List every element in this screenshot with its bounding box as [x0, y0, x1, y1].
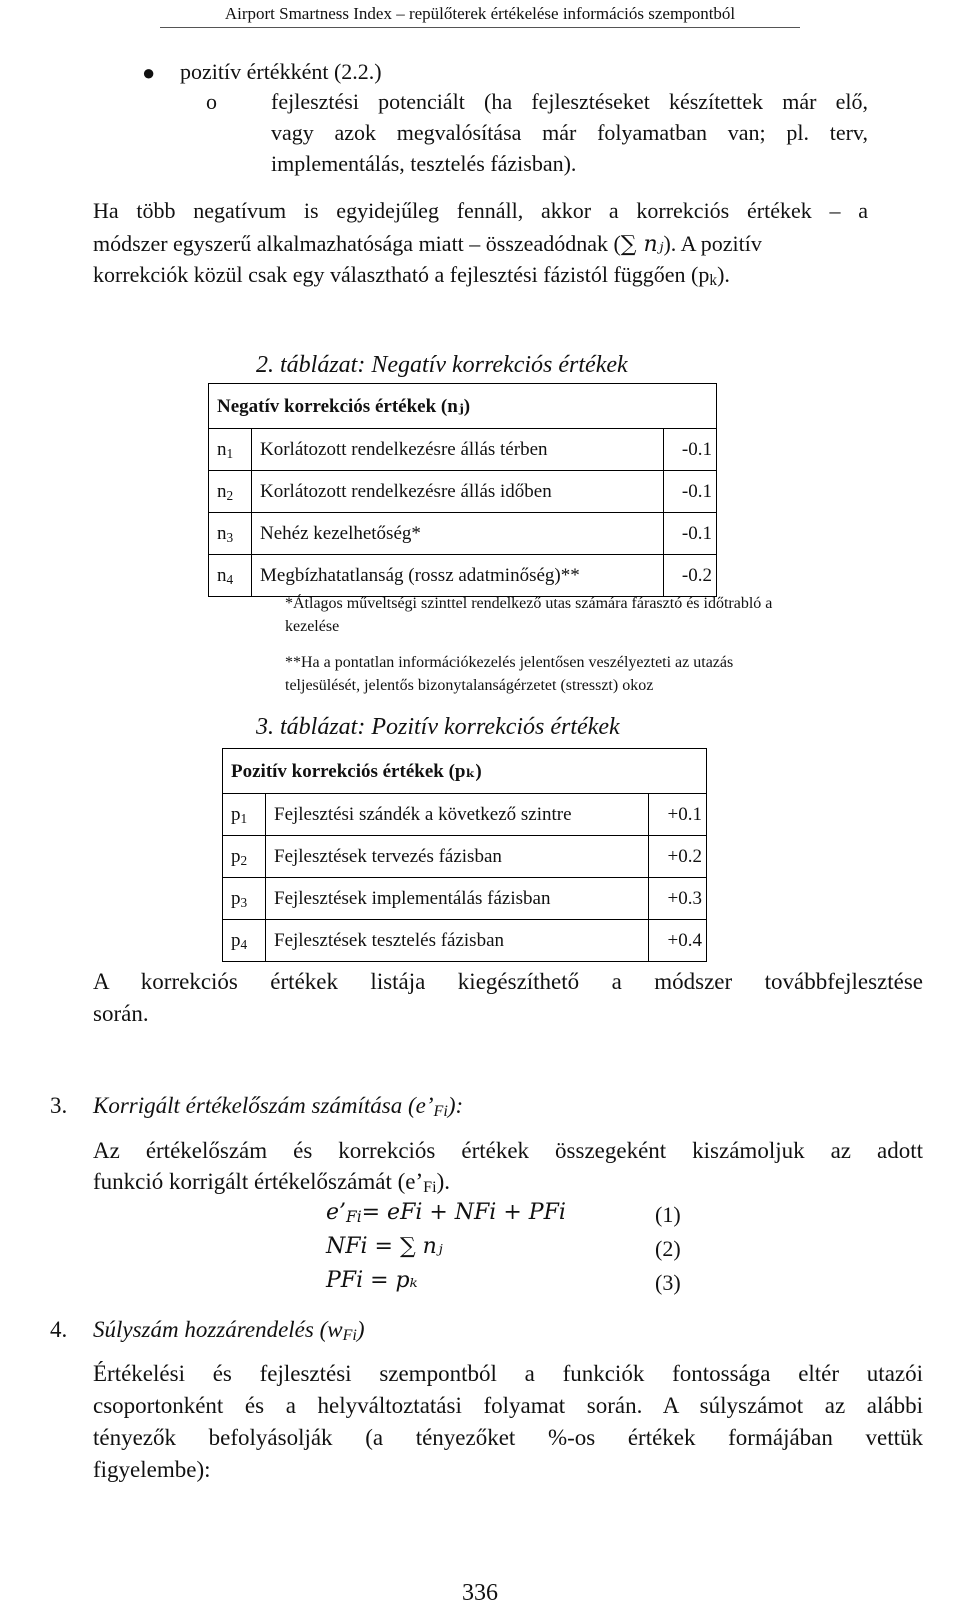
table-header: Negatív korrekciós értékek (nⱼ) [209, 384, 717, 429]
bullet-icon: ● [142, 60, 156, 85]
section-4-number: 4. [50, 1317, 68, 1342]
section-3-paragraph-line-2: funkció korrigált értékelőszámát (e’Fi). [93, 1169, 451, 1196]
section-4-line-4: figyelembe): [93, 1457, 211, 1482]
equation-1: e’Fi= e𝐹𝑖 + N𝐹𝑖 + P𝐹𝑖 [326, 1200, 566, 1226]
table-3-caption: 3. táblázat: Pozitív korrekciós értékek [256, 714, 620, 740]
table-row: n2 Korlátozott rendelkezésre állás időben -0.1 [209, 471, 717, 513]
section-3-paragraph-line-1: Az értékelőszám és korrekciós értékek összegeként kiszámoljuk az adott [93, 1138, 923, 1163]
equation-1-number: (1) [655, 1202, 681, 1227]
intro-paragraph-line-3: korrekciók közül csak egy választható a fejlesztési fázistól függően (pk). [93, 262, 730, 289]
table-row: p4 Fejlesztések tesztelés fázisban +0.4 [223, 920, 707, 962]
page-number: 336 [462, 1580, 498, 1606]
sub-bullet-line-3: implementálás, tesztelés fázisban). [271, 151, 577, 176]
table-note-2: **Ha a pontatlan információkezelés jelentősen veszélyezteti az utazás teljesülését, jelentős bizonytalanságérzetet (stresszt) okoz [285, 654, 734, 694]
section-4-title: Súlyszám hozzárendelés (wFi) [93, 1317, 365, 1344]
table-row: p3 Fejlesztések implementálás fázisban +0.3 [223, 878, 707, 920]
after-tables-line-2: során. [93, 1001, 149, 1026]
sub-bullet-line-2: vagy azok megvalósítása már folyamatban van; pl. terv, [271, 120, 868, 145]
sum-nj-formula: ∑ nⱼ [620, 232, 664, 257]
negative-corrections-table [208, 383, 717, 597]
positive-corrections-table [222, 748, 707, 962]
intro-paragraph-line-2: módszer egyszerű alkalmazhatósága miatt – összeadódnak (∑ nⱼ). A pozitív [93, 231, 762, 257]
equation-2-number: (2) [655, 1236, 681, 1261]
table-row: p1 Fejlesztési szándék a következő szintre +0.1 [223, 794, 707, 836]
table-row: n4 Megbízhatatlanság (rossz adatminőség)** -0.2 [209, 555, 717, 597]
table-row: p2 Fejlesztések tervezés fázisban +0.2 [223, 836, 707, 878]
running-header: Airport Smartness Index – repülőterek értékelése információs szempontból [224, 4, 736, 23]
table-row: n1 Korlátozott rendelkezésre állás térben -0.1 [209, 429, 717, 471]
equation-2: N𝐹𝑖 = ∑ nⱼ [326, 1234, 443, 1259]
header-rule [160, 27, 800, 28]
section-3-number: 3. [50, 1093, 68, 1118]
bullet-text: pozitív értékként (2.2.) [180, 59, 382, 84]
equation-3-number: (3) [655, 1270, 681, 1295]
section-3-title: Korrigált értékelőszám számítása (e’Fi): [93, 1093, 464, 1120]
section-4-line-2: csoportonként és a helyváltoztatási folyamat során. A súlyszámot az alábbi [93, 1393, 923, 1418]
table-note-1: *Átlagos műveltségi szinttel rendelkező utas számára fárasztó és időtrabló a kezelése [285, 595, 773, 635]
equation-3: P𝐹𝑖 = pₖ [326, 1268, 418, 1293]
sub-bullet-marker: o [206, 89, 217, 114]
table-row: n3 Nehéz kezelhetőség* -0.1 [209, 513, 717, 555]
after-tables-line-1: A korrekciós értékek listája kiegészíthető a módszer továbbfejlesztése [93, 969, 923, 994]
section-4-line-1: Értékelési és fejlesztési szempontból a funkciók fontossága eltér utazói [93, 1361, 923, 1386]
table-header: Pozitív korrekciós értékek (pₖ) [223, 749, 707, 794]
intro-paragraph-line-1: Ha több negatívum is egyidejűleg fennáll, akkor a korrekciós értékek – a [93, 198, 868, 223]
section-4-line-3: tényezők befolyásolják (a tényezőket %-os értékek formájában vettük [93, 1425, 923, 1450]
sub-bullet-line-1: fejlesztési potenciált (ha fejlesztéseket készítettek már elő, [271, 89, 868, 114]
table-2-caption: 2. táblázat: Negatív korrekciós értékek [256, 352, 628, 378]
